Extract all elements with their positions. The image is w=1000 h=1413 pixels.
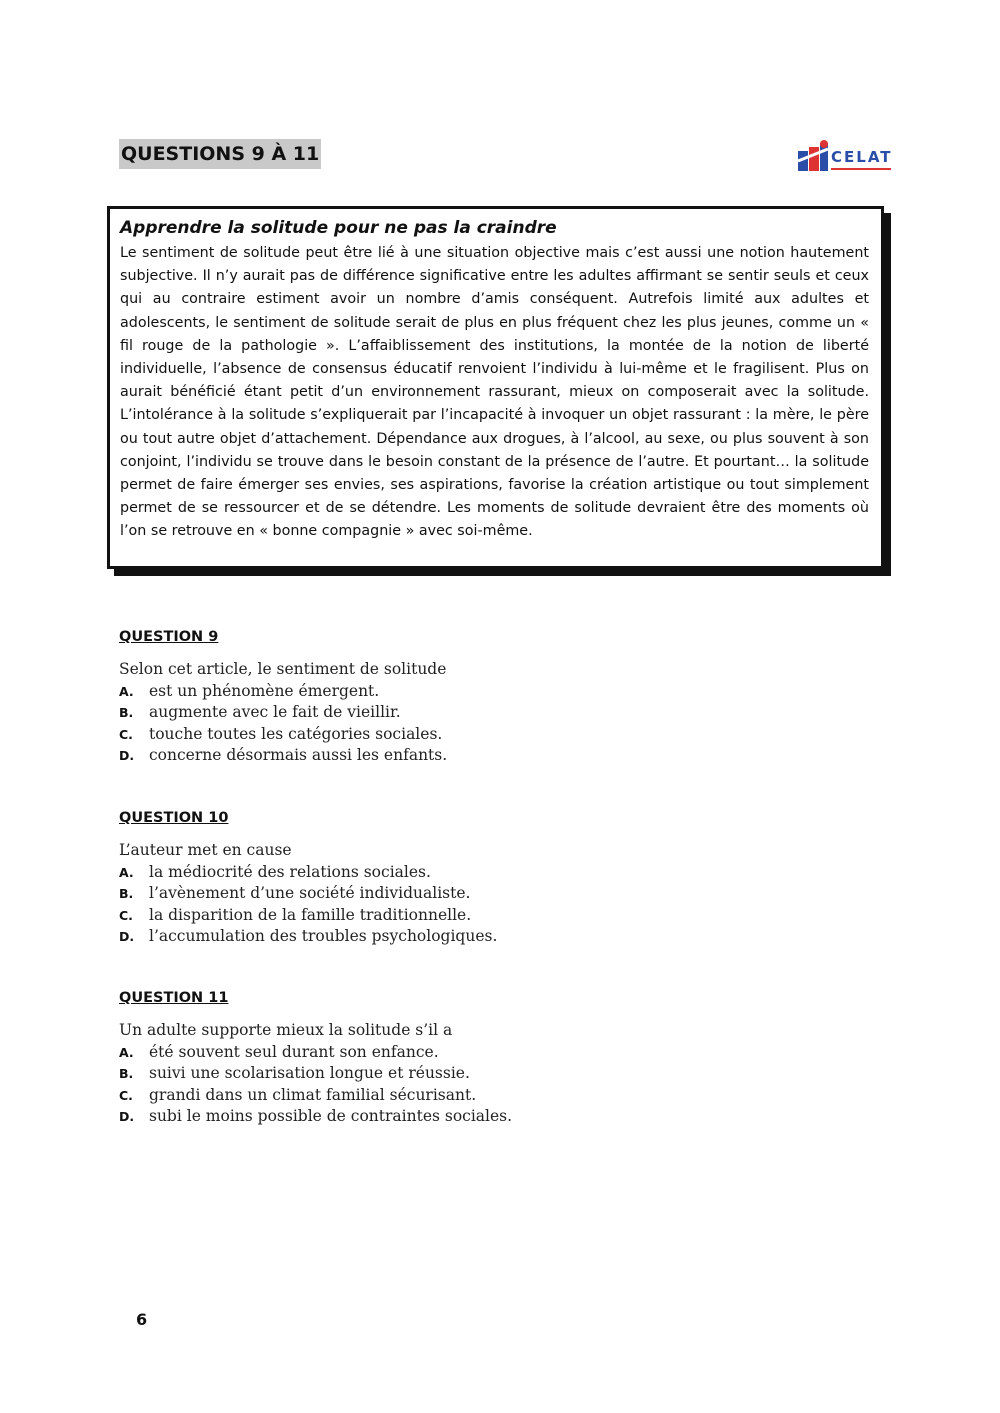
answer-option-c[interactable] bbox=[119, 905, 819, 927]
option-text: suivi une scolarisation longue et réussie. bbox=[149, 1064, 470, 1082]
answer-option-a[interactable] bbox=[119, 681, 819, 703]
option-letter: D. bbox=[119, 748, 135, 763]
question-stem: Selon cet article, le sentiment de solitude bbox=[119, 660, 447, 678]
option-letter: A. bbox=[119, 683, 134, 699]
answer-options bbox=[119, 862, 819, 948]
question-10 bbox=[119, 809, 819, 948]
option-letter: D. bbox=[119, 1109, 135, 1124]
option-text: la disparition de la famille traditionnelle. bbox=[149, 905, 472, 924]
option-text: touche toutes les catégories sociales. bbox=[149, 724, 443, 743]
article-title: Apprendre la solitude pour ne pas la craindre bbox=[120, 218, 557, 238]
celat-logo-icon bbox=[796, 139, 832, 175]
option-letter: C. bbox=[119, 907, 133, 923]
question-stem: Un adulte supporte mieux la solitude s’il a bbox=[119, 1021, 453, 1039]
option-text: grandi dans un climat familial sécurisant. bbox=[149, 1085, 477, 1104]
option-text: l’avènement d’une société individualiste. bbox=[149, 884, 471, 902]
option-letter: B. bbox=[119, 705, 134, 720]
option-text: augmente avec le fait de vieillir. bbox=[149, 703, 401, 721]
answer-options bbox=[119, 1042, 819, 1128]
question-title: QUESTION 10 bbox=[119, 810, 229, 826]
article-text: Le sentiment de solitude peut être lié à une situation objective mais c’est aussi une notion hautement subjective. Il n’y aurait pas de différence significative entre les adultes affirmant se sentir seuls et ceux qui au contraire estiment avoir un nombre d’amis conséquent. Autrefois limité aux adultes et adolescents, le sentiment de solitude serait de plus en plus fréquent chez les plus jeunes, comme un « fil rouge de la pathologie ». L’affaiblissement des institutions, la montée de la notion de liberté individuelle, l’absence de consensus éducatif renvoient l’individu à lui-même et le fragilisent. Plus on aurait bénéficié étant petit d’un environnement rassurant, mieux on composerait avec la solitude. L’intolérance à la solitude s’expliquerait par l’incapacité à invoquer un objet rassurant : la mère, le père ou tout autre objet d’attachement. Dépendance aux drogues, à l’alcool, au sexe, ou plus souvent à son conjoint, l’individu se trouve dans le besoin constant de la présence de l’autre. Et pourtant… la solitude permet de faire émerger ses envies, ses aspirations, favorise la création artistique ou tout simplement permet de se ressourcer et de se détendre. Les moments de solitude devraient être des moments où l’on se retrouve en « bonne compagnie » avec soi-même. bbox=[120, 245, 869, 540]
logo-underline bbox=[831, 168, 891, 170]
option-text: concerne désormais aussi les enfants. bbox=[149, 746, 448, 764]
option-letter: A. bbox=[119, 1044, 134, 1060]
option-letter: D. bbox=[119, 929, 135, 944]
option-text: été souvent seul durant son enfance. bbox=[149, 1042, 439, 1061]
question-title: QUESTION 9 bbox=[119, 629, 219, 645]
question-stem: L’auteur met en cause bbox=[119, 841, 292, 859]
logo-text: CELAT bbox=[831, 148, 893, 166]
answer-option-b[interactable] bbox=[119, 883, 819, 905]
option-letter: A. bbox=[119, 864, 134, 880]
option-text: est un phénomène émergent. bbox=[149, 681, 380, 700]
answer-option-a[interactable] bbox=[119, 862, 819, 884]
question-9 bbox=[119, 628, 819, 767]
answer-option-d[interactable] bbox=[119, 926, 819, 948]
option-letter: B. bbox=[119, 1066, 134, 1081]
answer-option-b[interactable] bbox=[119, 702, 819, 724]
option-letter: C. bbox=[119, 726, 133, 742]
answer-options bbox=[119, 681, 819, 767]
question-title: QUESTION 11 bbox=[119, 990, 229, 1006]
answer-option-d[interactable] bbox=[119, 1106, 819, 1128]
option-letter: B. bbox=[119, 886, 134, 901]
option-text: la médiocrité des relations sociales. bbox=[149, 862, 431, 881]
page-number: 6 bbox=[136, 1310, 148, 1329]
celat-logo bbox=[796, 139, 896, 175]
article-box bbox=[107, 206, 884, 569]
section-title: QUESTIONS 9 À 11 bbox=[119, 139, 321, 169]
answer-option-a[interactable] bbox=[119, 1042, 819, 1064]
option-text: l’accumulation des troubles psychologiques. bbox=[149, 927, 498, 945]
answer-option-c[interactable] bbox=[119, 724, 819, 746]
option-letter: C. bbox=[119, 1087, 133, 1103]
answer-option-c[interactable] bbox=[119, 1085, 819, 1107]
option-text: subi le moins possible de contraintes sociales. bbox=[149, 1107, 513, 1125]
answer-option-b[interactable] bbox=[119, 1063, 819, 1085]
question-11 bbox=[119, 989, 819, 1128]
answer-option-d[interactable] bbox=[119, 745, 819, 767]
